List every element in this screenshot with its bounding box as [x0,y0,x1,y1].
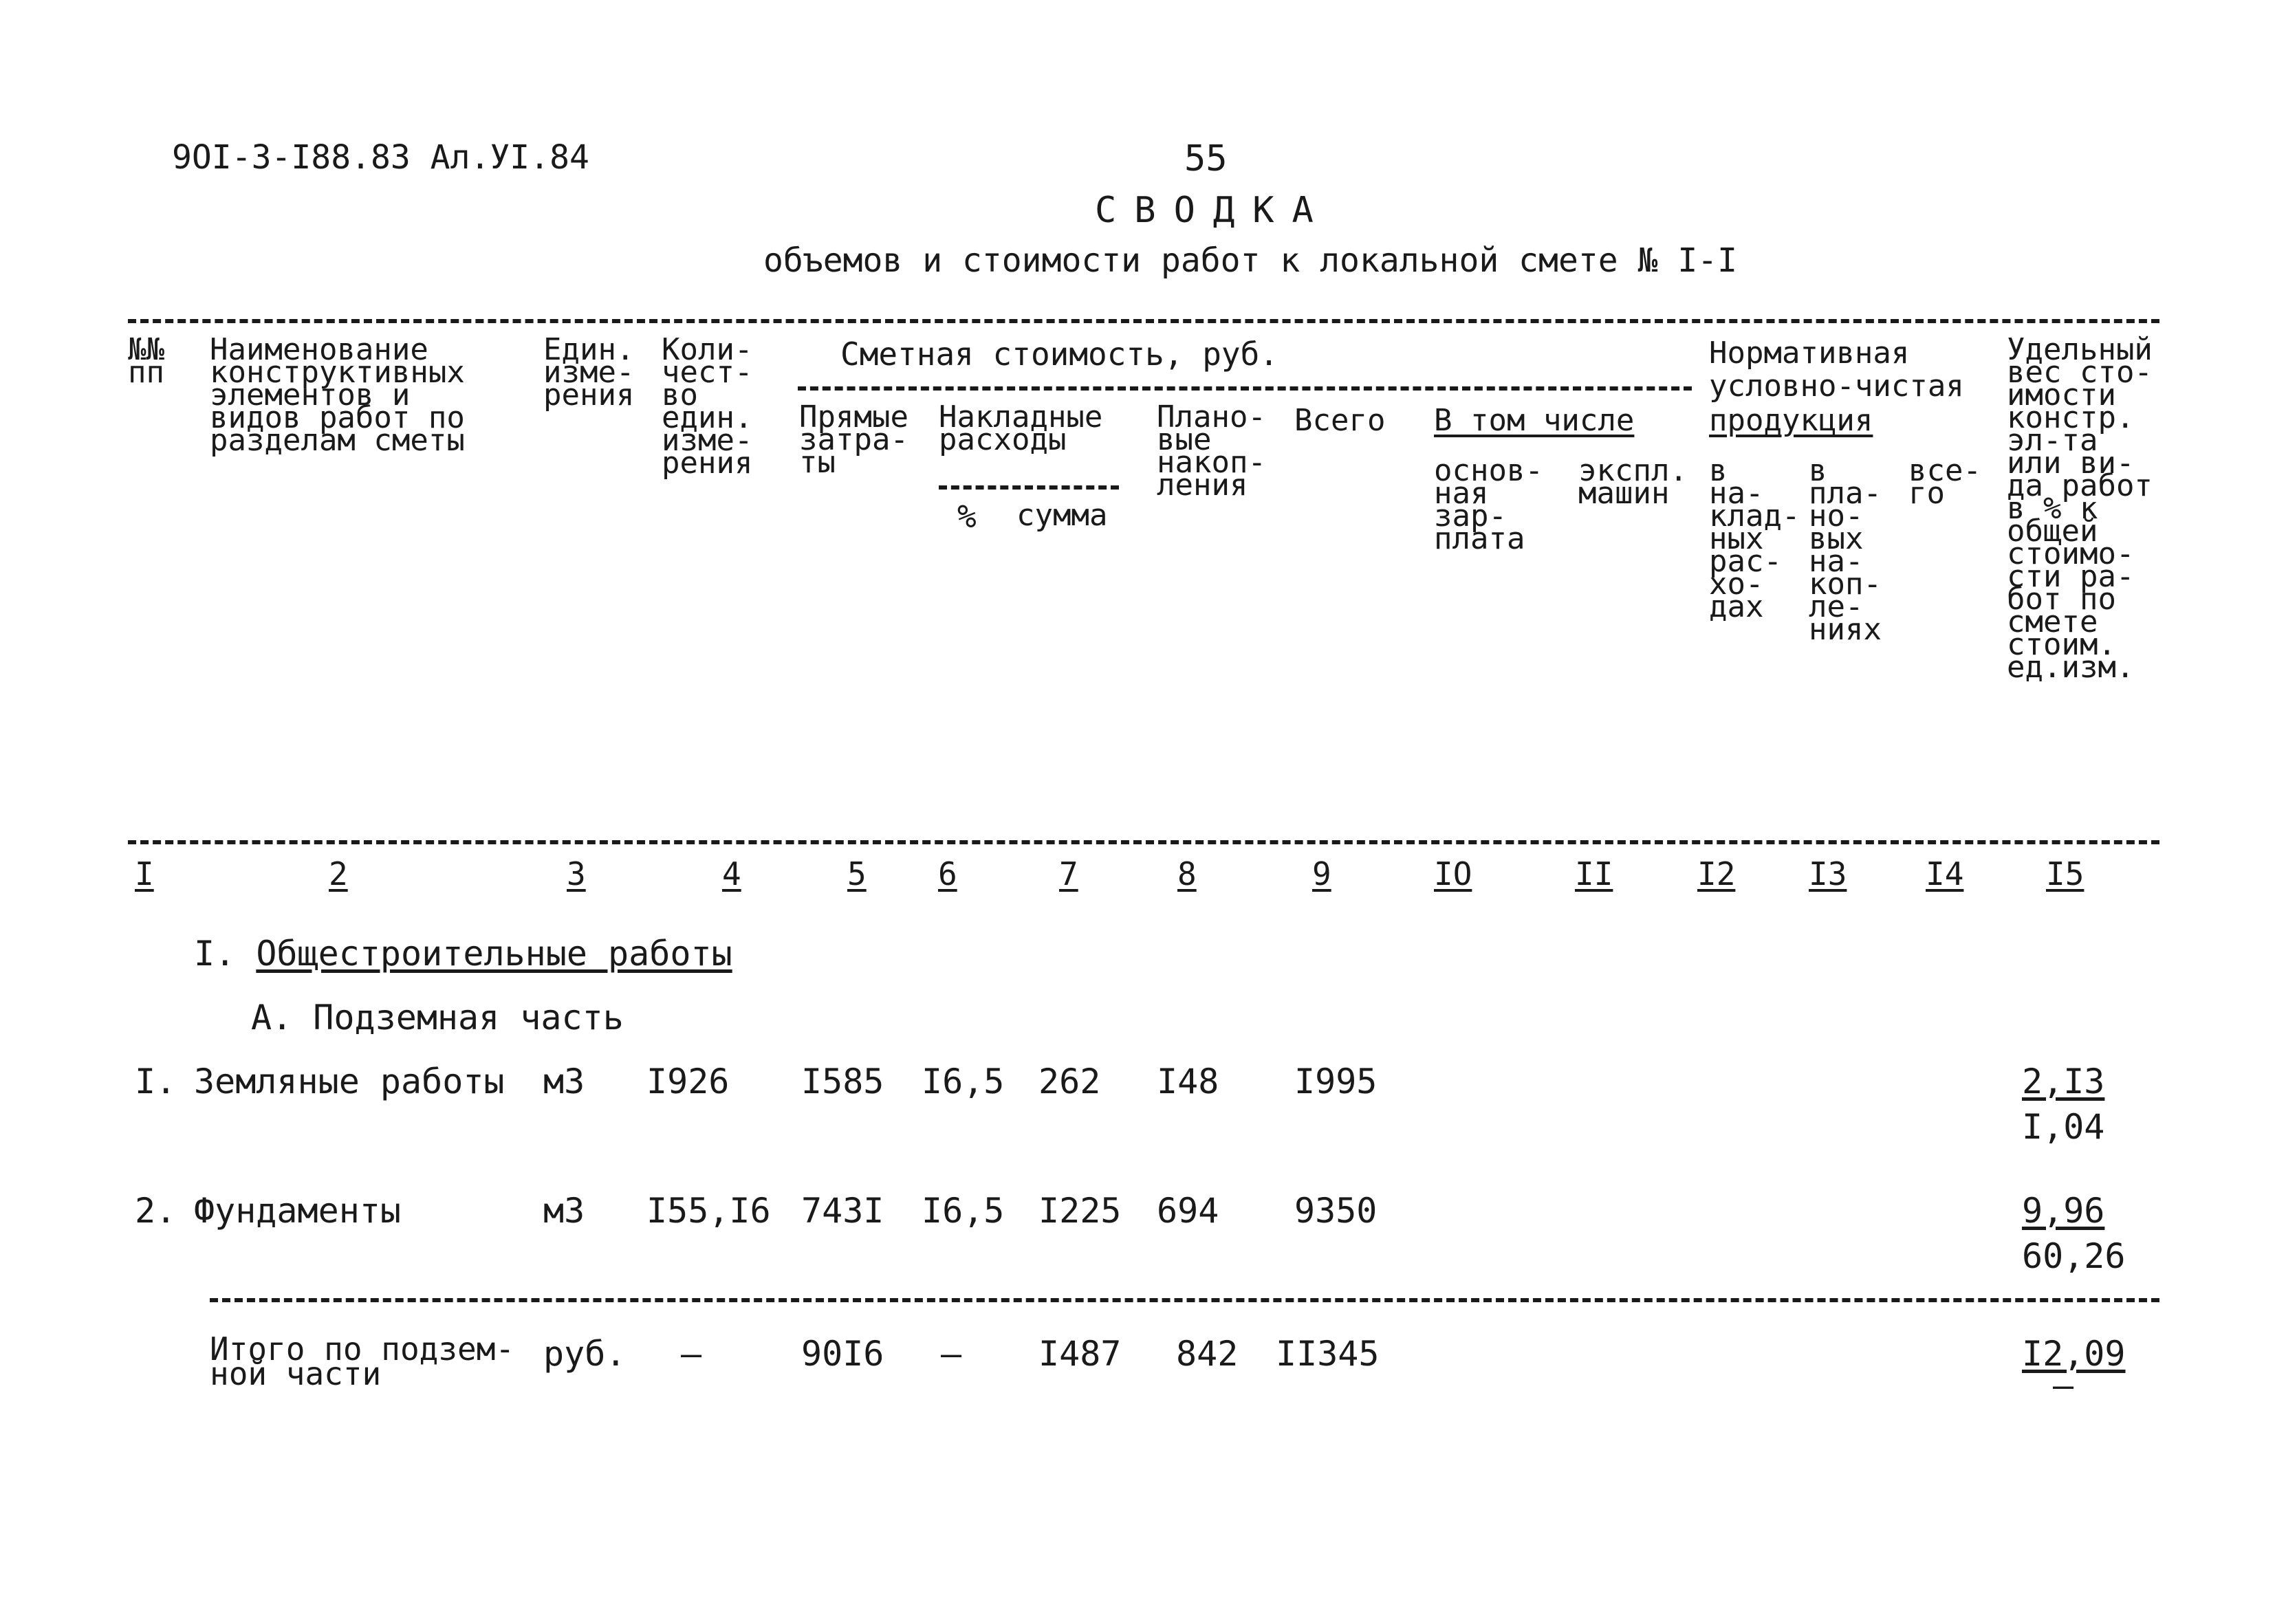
row-number: I. [135,1062,177,1101]
row-direct-costs: I585 [801,1062,884,1101]
column-group-normative-line1: Нормативная [1709,336,1910,371]
row-name: Земляные работы [194,1062,505,1101]
row-quantity: I55,I6 [646,1191,771,1231]
column-header-specific-weight: Удельный вес сто- имости констр. эл-та или ви- да работ в % к общей стоимо- сти ра- бот по смете стоим. ед.изм. [2007,332,2153,685]
column-number: I4 [1926,855,1964,892]
column-number: I [135,855,154,892]
row-overhead-percent: I6,5 [922,1191,1005,1231]
row-share-top: 9,96 [2022,1191,2105,1231]
column-header-basic-wages: основ- ная зар- плата [1434,453,1543,556]
section-title-text: Общестроительные работы [256,934,732,974]
overhead-group-divider [939,485,1119,490]
column-number: 4 [722,855,741,892]
total-separator [210,1298,2159,1302]
column-group-overhead: Накладные расходы [939,399,1103,457]
column-number: 7 [1059,855,1078,892]
column-number: I5 [2046,855,2084,892]
column-header-unit: Един. изме- рения [543,332,635,413]
column-header-overhead-percent: % [957,498,977,535]
total-row-name: Итого по подзем- ной части [210,1330,515,1392]
column-group-including: В том числе [1434,403,1635,438]
column-header-name: Наименование конструктивных элементов и видов работ по разделам сметы [210,332,465,458]
column-header-number: №№ пп [128,332,164,390]
total-row-unit: руб. [543,1334,627,1374]
row-share-bottom: I,04 [2022,1107,2105,1147]
row-direct-costs: 743I [801,1191,884,1231]
total-row-share-top: I2,09 [2022,1334,2126,1374]
row-overhead-percent: I6,5 [922,1062,1005,1101]
document-subtitle: объемов и стоимости работ к локальной смете № I-I [763,241,1738,280]
row-quantity: I926 [646,1062,730,1101]
column-group-cost: Сметная стоимость, руб. [840,336,1278,373]
row-planned-accumulations: 694 [1157,1191,1219,1231]
column-number: IO [1434,855,1472,892]
row-overhead-sum: 262 [1038,1062,1101,1101]
column-header-in-overhead: в на- клад- ных рас- хо- дах [1709,453,1800,624]
header-bottom-border [128,840,2159,844]
column-header-direct-costs: Прямые затра- ты [799,399,908,480]
row-total: 9350 [1294,1191,1378,1231]
column-number: 3 [567,855,586,892]
column-number: 8 [1177,855,1197,892]
column-number: 5 [847,855,867,892]
column-header-normative-total: все- го [1908,453,1981,511]
row-share-bottom: 60,26 [2022,1236,2126,1276]
row-number: 2. [135,1191,177,1231]
row-total: I995 [1294,1062,1378,1101]
column-group-normative-line3: продукция [1709,403,1873,438]
column-header-total: Всего [1294,403,1386,438]
total-row-quantity: – [681,1334,702,1374]
total-row-overhead-sum: I487 [1038,1334,1122,1374]
row-planned-accumulations: I48 [1157,1062,1219,1101]
total-row-planned-accumulations: 842 [1176,1334,1239,1374]
page-number: 55 [1184,138,1228,179]
column-number: 6 [938,855,957,892]
column-header-in-planned: в пла- но- вых на- коп- ле- ниях [1809,453,1882,647]
document-title: СВОДКА [1095,190,1331,231]
document-code: 9OI-3-I88.83 Ал.УI.84 [172,138,589,177]
cost-group-divider [798,386,1692,391]
row-unit: м3 [543,1191,585,1231]
column-header-quantity: Коли- чест- во един. изме- рения [662,332,753,481]
column-number: 9 [1312,855,1331,892]
row-share-top: 2,I3 [2022,1062,2105,1101]
row-name: Фундаменты [194,1191,402,1231]
column-number: I2 [1697,855,1736,892]
total-row-share-bottom: – [2053,1365,2074,1405]
column-group-normative-line2: условно-чистая [1709,369,1964,404]
total-row-direct-costs: 90I6 [801,1334,884,1374]
column-number: II [1575,855,1613,892]
column-number: 2 [329,855,348,892]
table-top-border [128,319,2159,323]
column-header-overhead-sum: сумма [1016,498,1108,533]
section-title: I. Общестроительные работы [194,934,732,974]
total-row-overhead-percent: – [941,1334,962,1374]
column-header-machine-operation: экспл. машин [1578,453,1688,511]
row-overhead-sum: I225 [1038,1191,1122,1231]
subsection-title: А. Подземная часть [251,998,624,1038]
column-number: I3 [1809,855,1847,892]
column-header-planned-accumulations: Плано- вые накоп- ления [1157,399,1266,503]
row-unit: м3 [543,1062,585,1101]
total-row-total: II345 [1276,1334,1380,1374]
